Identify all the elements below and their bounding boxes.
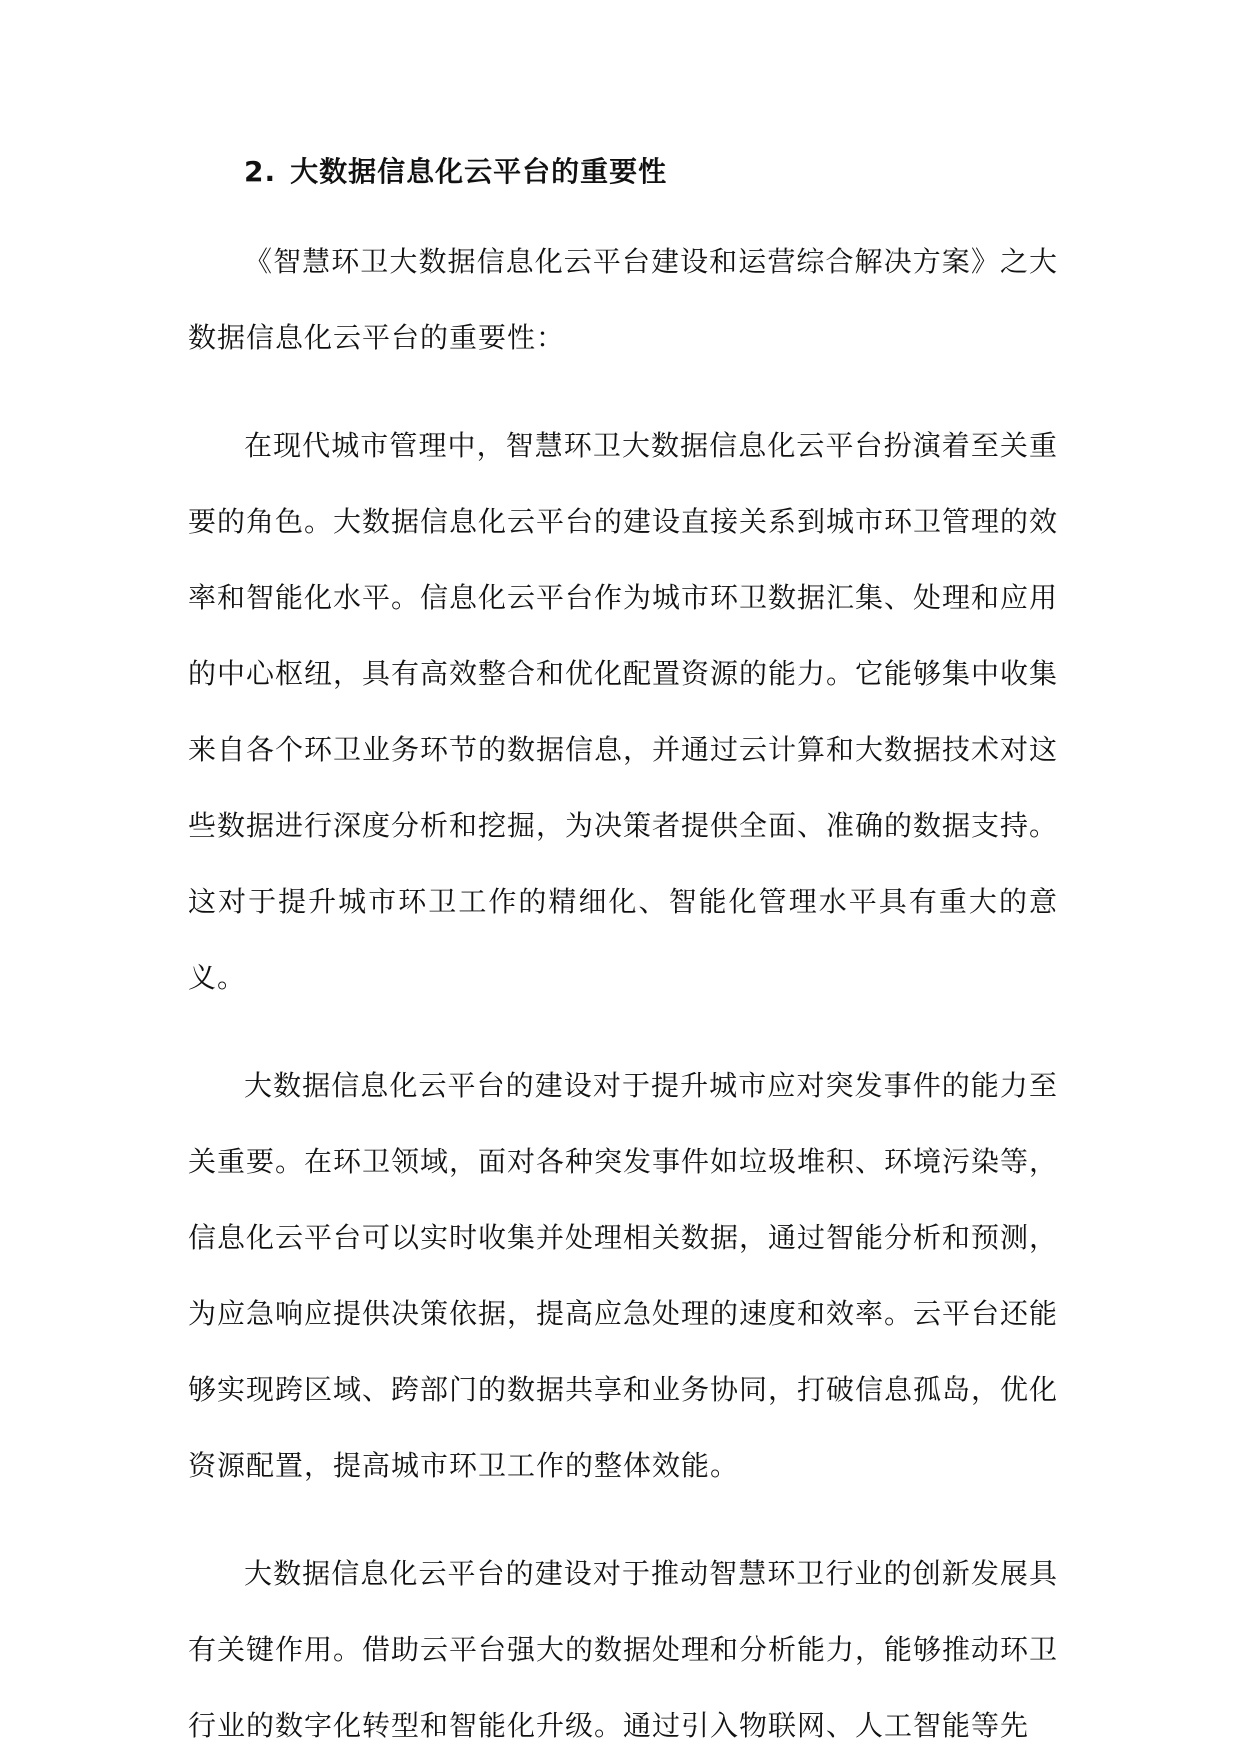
paragraph-emergency: 大数据信息化云平台的建设对于提升城市应对突发事件的能力至关重要。在环卫领域，面对各种突发事件如垃圾堆积、环境污染等，信息化云平台可以实时收集并处理相关数据，通过智能分析和预测，为应急响应提供决策依据，提高应急处理的速度和效率。云平台还能够实现跨区域、跨部门的数据共享和业务协同，打破信息孤岛，优化资源配置，提高城市环卫工作的整体效能。 [188,1069,1059,1482]
document-body [188,150,1058,1764]
section-title: 大数据信息化云平台的重要性 [290,155,668,188]
paragraph-role: 在现代城市管理中，智慧环卫大数据信息化云平台扮演着至关重要的角色。大数据信息化云平台的建设直接关系到城市环卫管理的效率和智能化水平。信息化云平台作为城市环卫数据汇集、处理和应用的中心枢纽，具有高效整合和优化配置资源的能力。它能够集中收集来自各个环卫业务环节的数据信息，并通过云计算和大数据技术对这些数据进行深度分析和挖掘，为决策者提供全面、准确的数据支持。这对于提升城市环卫工作的精细化、智能化管理水平具有重大的意义。 [188,429,1059,994]
section-number: 2. [244,155,277,188]
paragraph-innovation: 大数据信息化云平台的建设对于推动智慧环卫行业的创新发展具有关键作用。借助云平台强大的数据处理和分析能力，能够推动环卫行业的数字化转型和智能化升级。通过引入物联网、人工智能等先 [188,1557,1059,1742]
section-heading [244,150,1058,194]
paragraph-intro: 《智慧环卫大数据信息化云平台建设和运营综合解决方案》之大数据信息化云平台的重要性： [188,245,1058,354]
